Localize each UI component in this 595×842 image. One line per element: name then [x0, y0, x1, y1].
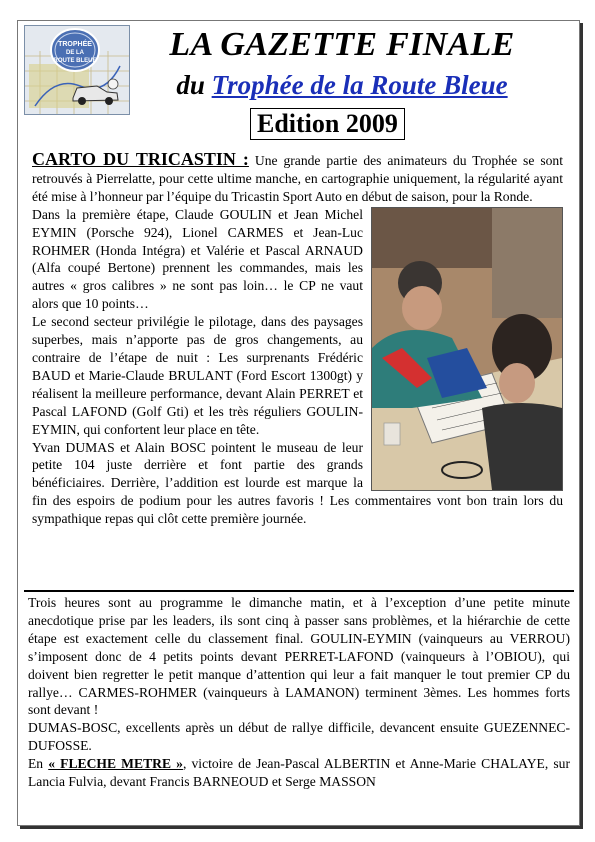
article-paragraph-1: Dans la première étape, Claude GOULIN et Jean Michel EYMIN (Porsche 924), Lionel CARMES et Jean-Luc ROHMER (Honda Intégra) et Valérie et Pascal ARNAUD (Alfa coupé Bertone) prennent les commandes, mais les autres « gros calibres » ne sont pas loin… le CP ne vaut alors que 10 points… — [32, 206, 363, 312]
trophy-logo — [24, 25, 130, 115]
svg-text:TROPHÉE: TROPHÉE — [58, 41, 92, 48]
results-paragraph-2: DUMAS-BOSC, excellents après un début de rallye difficile, devancent ensuite GUEZENNEC-DUFOSSE. — [28, 720, 570, 754]
photo-graphic — [372, 208, 562, 490]
gazette-title: LA GAZETTE FINALE — [169, 26, 515, 63]
svg-text:ROUTE BLEUE: ROUTE BLEUE — [53, 58, 97, 64]
results-paragraph-1: Trois heures sont au programme le dimanche matin, et à l’exception d’une petite minute anecdotique prise par les leaders, ils sont cinq à passer sans problèmes, et la hiérarchie de cette étape est exactement celle du classement final. GOULIN-EYMIN (vainqueurs au VERROU) s’imposent donc de 4 petits points devant PERRET-LAFOND (vainqueurs à l’OBIOU), qui doivent bien regretter le petit manque d’attention qui leur a fait manquer le tout premier CP du rallye… CARMES-ROHMER (vainqueurs à LAMANON) terminent 3èmes. Les hommes forts sont devant ! — [28, 595, 570, 718]
logo-graphic — [25, 26, 129, 114]
fleche-text: , victoire de Jean-Pascal ALBERTIN et Anne-Marie CHALAYE, sur Lancia Fulvia, devant Francis BARNEOUD et Serge MASSON — [28, 756, 570, 790]
subtitle-prefix: du — [176, 70, 205, 100]
article-heading: CARTO DU TRICASTIN : — [32, 149, 249, 169]
fleche-metre-link[interactable]: « FLECHE METRE » — [48, 756, 183, 772]
fleche-prefix: En — [28, 756, 49, 772]
article-intro — [32, 151, 563, 206]
edition-box: Edition 2009 — [250, 108, 405, 140]
intro-text: Une grande partie des animateurs du Trophée se sont retrouvés à Pierrelatte, pour cette ultime manche, en cartographie uniquement, la régularité ayant été mise à l’honneur par l’équipe du Tricastin Sport Auto en début de saison, pour la Ronde. — [32, 153, 563, 204]
rally-photo — [371, 207, 563, 491]
results-paragraph-3 — [28, 755, 570, 791]
svg-text:DE LA: DE LA — [66, 50, 84, 56]
article-results — [24, 590, 574, 822]
gazette-subtitle — [132, 70, 552, 100]
article-paragraph-3: Yvan DUMAS et Alain BOSC pointent le museau de leur petite 104 juste derrière et font partie des grands bénéficiaires. Derrière, l’addition est lourde est marque la fin des espoirs de podium pour les autres favoris ! Les commentaires vont bon train lors du sympathique repas qui clôt cette première journée. — [32, 439, 563, 527]
trophy-link[interactable]: Trophée de la Route Bleue — [211, 70, 508, 100]
article-carto-tricastin — [32, 151, 563, 528]
article-paragraph-2: Le second secteur privilégie le pilotage, dans des paysages superbes, mais n’apporte pas de gros changements, au contraire de l’étape de nuit : Les surprenants Frédéric BAUD et Marie-Claude BRULANT (Ford Escort 1300gt) y réalisent la meilleure performance, devant Alain PERRET et Pascal LAFOND (Golf Gti) et les très réguliers GOULIN-EYMIN, qui confortent leur place en tête. — [32, 314, 363, 437]
